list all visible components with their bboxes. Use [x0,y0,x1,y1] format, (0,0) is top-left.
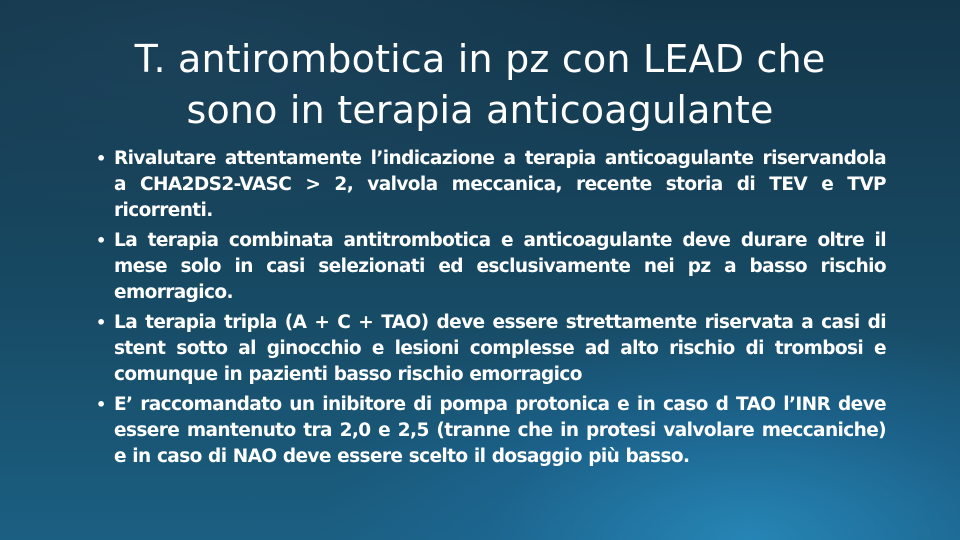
bullet-item-4 [96,392,886,470]
bullet-item-1 [96,146,886,224]
slide-title-line-2: sono in terapia anticoagulante [186,88,774,132]
bullet-text-3: La terapia tripla (A + C + TAO) deve essere strettamente riservata a casi di stent sotto al ginocchio e lesioni complesse ad alto rischio di trombosi e comunque in pazienti basso rischio emorragico [114,312,886,385]
bullet-item-3 [96,310,886,388]
bullet-text-2: La terapia combinata antitrombotica e anticoagulante deve durare oltre il mese solo in casi selezionati ed esclusivamente nei pz a basso rischio emorragico. [114,230,886,303]
bullet-item-2 [96,228,886,306]
bullet-dot: • [96,395,106,414]
bullet-list [96,146,886,470]
bullet-text-4: E’ raccomandato un inibitore di pompa protonica e in caso d TAO l’INR deve essere mantenuto tra 2,0 e 2,5 (tranne che in protesi valvolare meccaniche) e in caso di NAO deve essere scelto il dosaggio più basso. [114,394,886,467]
bullet-dot: • [96,231,106,250]
slide-title-line-1: T. antirombotica in pz con LEAD che [134,37,826,81]
bullet-dot: • [96,313,106,332]
bullet-dot: • [96,149,106,168]
slide-title [60,34,900,136]
bullet-text-1: Rivalutare attentamente l’indicazione a terapia anticoagulante riservandola a CHA2DS2-VASC > 2, valvola meccanica, recente storia di TEV e TVP ricorrenti. [114,148,886,221]
